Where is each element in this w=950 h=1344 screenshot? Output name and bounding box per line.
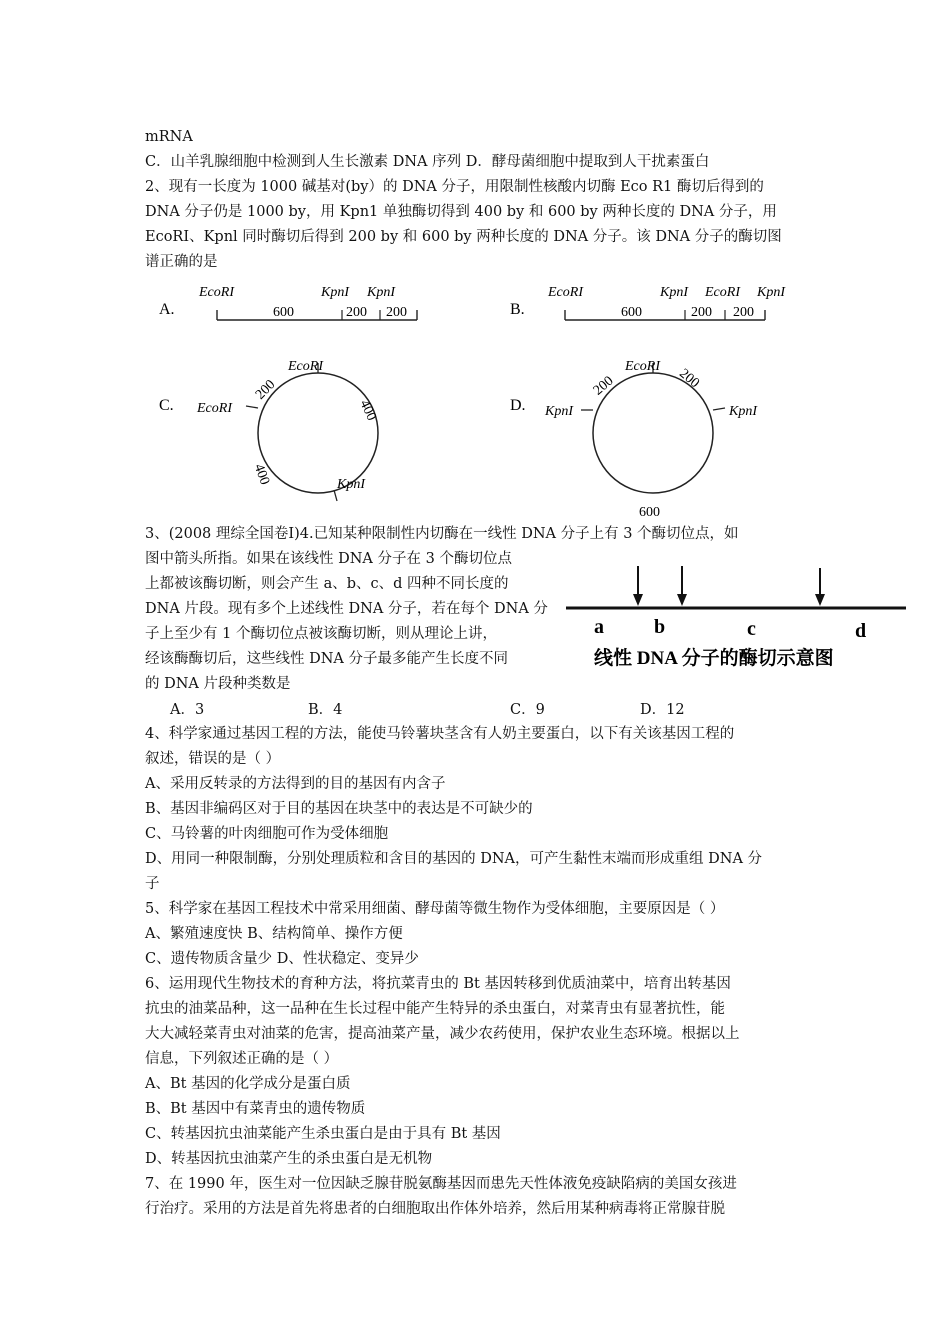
kpni-label: KpnI bbox=[337, 477, 365, 492]
ecori-label: EcoRI bbox=[288, 359, 323, 374]
option-a-label: A. bbox=[159, 301, 175, 318]
kpni-label: KpnI bbox=[660, 285, 688, 300]
ecori-label: EcoRI bbox=[197, 401, 232, 416]
ecori-label: EcoRI bbox=[199, 285, 234, 300]
kpni-label: KpnI bbox=[729, 404, 757, 419]
fragment-a-label: a bbox=[594, 616, 604, 638]
text-line: 大大减轻菜青虫对油菜的危害，提高油菜产量，减少农药使用，保护农业生态环境。根据以上 bbox=[145, 1026, 740, 1042]
text-line: 上都被该酶切断，则会产生 a、b、c、d 四种不同长度的 bbox=[145, 576, 509, 592]
question-2-line: 2、现有一长度为 1000 碱基对(by）的 DNA 分子，用限制性核酸内切酶 Eco R1 酶切后得到的 bbox=[145, 179, 764, 195]
map-option-c bbox=[159, 359, 379, 501]
option-line: D、用同一种限制酶，分别处理质粒和含目的基因的 DNA，可产生黏性末端而形成重组 DNA 分 bbox=[145, 851, 763, 867]
arc-length: 200 bbox=[252, 377, 279, 403]
option-line: A、繁殖速度快 B、结构简单、操作方便 bbox=[145, 926, 403, 942]
map-option-a bbox=[159, 285, 417, 320]
segment-length: 200 bbox=[386, 305, 407, 320]
arc-length: 200 bbox=[590, 373, 617, 399]
option-d-label: D. bbox=[510, 397, 526, 414]
segment-length: 600 bbox=[273, 305, 294, 320]
kpni-label: KpnI bbox=[367, 285, 395, 300]
question-7-line: 7、在 1990 年，医生对一位因缺乏腺苷脱氨酶基因而患先天性体液免疫缺陷病的美国女孩进 bbox=[145, 1176, 737, 1192]
segment-length: 200 bbox=[691, 305, 712, 320]
arc-length: 400 bbox=[356, 397, 379, 424]
ecori-label: EcoRI bbox=[548, 285, 583, 300]
option-a: A．3 bbox=[170, 702, 205, 718]
ecori-label: EcoRI bbox=[705, 285, 740, 300]
option-line: A、Bt 基因的化学成分是蛋白质 bbox=[145, 1076, 351, 1092]
ecori-label: EcoRI bbox=[625, 359, 660, 374]
arc-length: 600 bbox=[639, 505, 660, 520]
option-line: A、采用反转录的方法得到的目的基因有内含子 bbox=[145, 776, 446, 792]
kpni-label: KpnI bbox=[545, 404, 573, 419]
option-line: C、遗传物质含量少 D、性状稳定、变异少 bbox=[145, 951, 419, 967]
text-line: 子 bbox=[145, 876, 160, 892]
option-line: B、基因非编码区对于目的基因在块茎中的表达是不可缺少的 bbox=[145, 801, 533, 817]
option-c-label: C. bbox=[159, 397, 174, 414]
option-d: D．12 bbox=[640, 702, 685, 718]
text-line: 叙述，错误的是（ ） bbox=[145, 751, 281, 767]
cut-arrow bbox=[815, 568, 825, 606]
option-line: B、Bt 基因中有菜青虫的遗传物质 bbox=[145, 1101, 366, 1117]
text-line: 子上至少有 1 个酶切位点被该酶切断，则从理论上讲， bbox=[145, 626, 497, 642]
map-option-d bbox=[510, 359, 758, 520]
option-b: B．4 bbox=[308, 702, 343, 718]
text-line: 图中箭头所指。如果在该线性 DNA 分子在 3 个酶切位点 bbox=[145, 551, 512, 567]
text-line: mRNA bbox=[145, 129, 193, 145]
fragment-c-label: c bbox=[747, 618, 756, 640]
text-line: 经该酶酶切后，这些线性 DNA 分子最多能产生长度不同 bbox=[145, 651, 509, 667]
fragment-b-label: b bbox=[654, 616, 666, 638]
segment-length: 600 bbox=[621, 305, 642, 320]
question-4-line: 4、科学家通过基因工程的方法，能使马铃薯块茎含有人奶主要蛋白，以下有关该基因工程的 bbox=[145, 726, 735, 742]
text-line: 的 DNA 片段种类数是 bbox=[145, 676, 291, 692]
text-line: 行治疗。采用的方法是首先将患者的白细胞取出作体外培养，然后用某种病毒将正常腺苷脱 bbox=[145, 1201, 725, 1217]
text-line: DNA 片段。现有多个上述线性 DNA 分子，若在每个 DNA 分 bbox=[145, 601, 548, 617]
arc-length: 400 bbox=[250, 462, 273, 487]
question-3-line: 3、(2008 理综全国卷Ⅰ)4.已知某种限制性内切酶在一线性 DNA 分子上有 3 个酶切位点，如 bbox=[145, 526, 739, 542]
cut-arrow bbox=[633, 566, 643, 606]
option-c: C．9 bbox=[510, 702, 545, 718]
option-b-label: B. bbox=[510, 301, 525, 318]
question-5-line: 5、科学家在基因工程技术中常采用细菌、酵母菌等微生物作为受体细胞，主要原因是（ ） bbox=[145, 901, 725, 917]
kpni-label: KpnI bbox=[321, 285, 349, 300]
cut-arrow bbox=[677, 566, 687, 606]
text-line: EcoRI、Kpnl 同时酶切后得到 200 by 和 600 by 两种长度的 DNA 分子。该 DNA 分子的酶切图 bbox=[145, 229, 782, 245]
text-line: C．山羊乳腺细胞中检测到人生长激素 DNA 序列 D．酵母菌细胞中提取到人干扰素蛋白 bbox=[145, 154, 710, 170]
fragment-d-label: d bbox=[855, 620, 867, 642]
text-line: 抗虫的油菜品种，这一品种在生长过程中能产生特异的杀虫蛋白，对菜青虫有显著抗性，能 bbox=[145, 1001, 725, 1017]
restriction-map-figure bbox=[145, 278, 825, 520]
segment-length: 200 bbox=[733, 305, 754, 320]
segment-length: 200 bbox=[346, 305, 367, 320]
map-option-b bbox=[510, 285, 786, 320]
text-line: 谱正确的是 bbox=[145, 254, 218, 270]
question-6-line: 6、运用现代生物技术的育种方法，将抗菜青虫的 Bt 基因转移到优质油菜中，培育出转基因 bbox=[145, 976, 731, 992]
text-line: 信息，下列叙述正确的是（ ） bbox=[145, 1051, 339, 1067]
figure-caption: 线性 DNA 分子的酶切示意图 bbox=[594, 648, 834, 669]
arc-length: 200 bbox=[676, 366, 702, 392]
option-line: D、转基因抗虫油菜产生的杀虫蛋白是无机物 bbox=[145, 1151, 433, 1167]
option-line: C、转基因抗虫油菜能产生杀虫蛋白是由于具有 Bt 基因 bbox=[145, 1126, 501, 1142]
option-line: C、马铃薯的叶肉细胞可作为受体细胞 bbox=[145, 826, 389, 842]
kpni-label: KpnI bbox=[757, 285, 785, 300]
linear-dna-cut-figure bbox=[562, 560, 910, 680]
text-line: DNA 分子仍是 1000 by，用 Kpn1 单独酶切得到 400 by 和 600 by 两种长度的 DNA 分子，用 bbox=[145, 204, 777, 220]
